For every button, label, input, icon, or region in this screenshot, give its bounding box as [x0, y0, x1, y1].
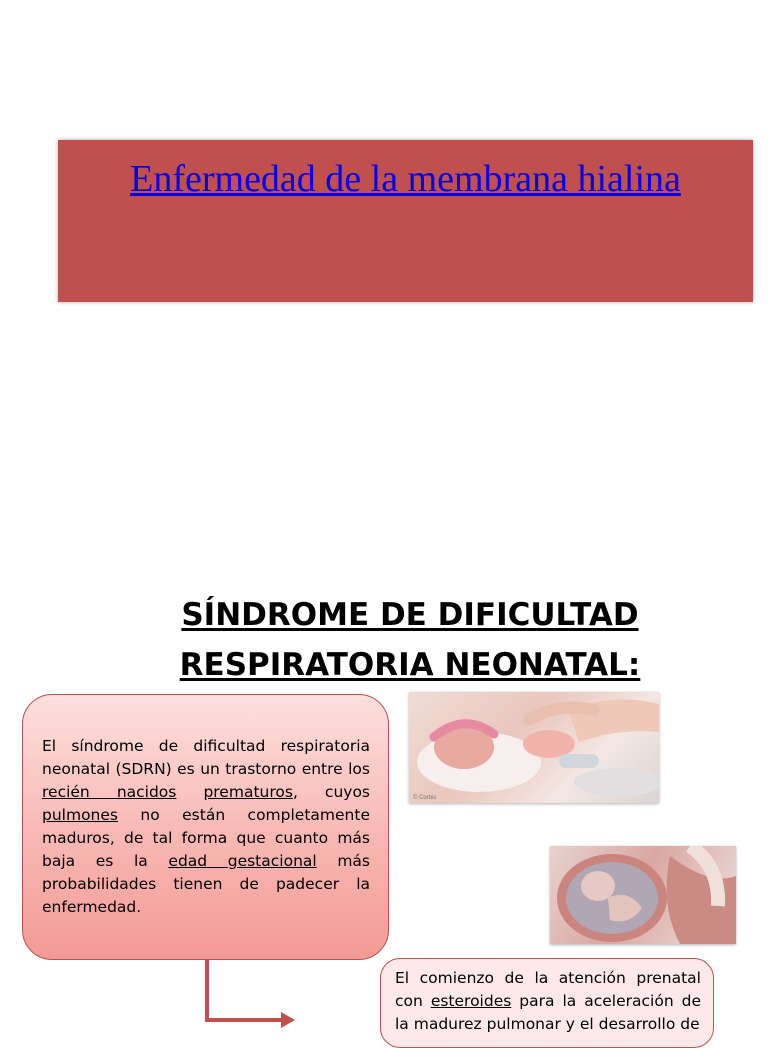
prenatal-text: [395, 967, 701, 1036]
definition-text: [42, 735, 370, 919]
definition-part2: , cuyos: [292, 783, 370, 801]
prenatal-part1: El comienzo de la atención prenatal con: [395, 969, 701, 1010]
definition-space1: [176, 783, 203, 801]
section-heading-line2: RESPIRATORIA NEONATAL:: [179, 647, 641, 683]
title-link[interactable]: Enfermedad de la membrana hialina: [130, 158, 681, 200]
link-pulmones[interactable]: pulmones: [42, 806, 118, 824]
photo-credit: © Corbis: [413, 795, 437, 801]
link-edad-gestacional[interactable]: edad gestacional: [168, 852, 317, 870]
prenatal-box: [380, 958, 714, 1048]
section-heading: [130, 590, 690, 690]
premature-baby-photo: [409, 692, 659, 803]
section-heading-line1: SÍNDROME DE DIFICULTAD: [181, 597, 639, 633]
premature-baby-illustration: [409, 692, 659, 803]
title-banner: [58, 140, 753, 302]
link-recien-nacidos[interactable]: recién nacidos: [42, 783, 177, 801]
definition-box: [22, 694, 389, 960]
link-prematuros[interactable]: prematuros: [203, 783, 293, 801]
definition-part1: El síndrome de dificultad respiratoria neonatal (SDRN) es un trastorno entre los: [42, 737, 370, 778]
fetus-illustration: [550, 846, 736, 944]
connector-arrow: [195, 960, 305, 1030]
link-esteroides[interactable]: esteroides: [430, 992, 512, 1010]
fetus-in-womb-photo: [550, 846, 736, 944]
definition-part4: más probabilidades tienen de padecer la enfermedad.: [42, 852, 370, 916]
prenatal-part2: para la aceleración de la madurez pulmonar y el desarrollo de: [395, 992, 701, 1033]
definition-part3: no están completamente maduros, de tal forma que cuanto más baja es la: [42, 806, 370, 870]
